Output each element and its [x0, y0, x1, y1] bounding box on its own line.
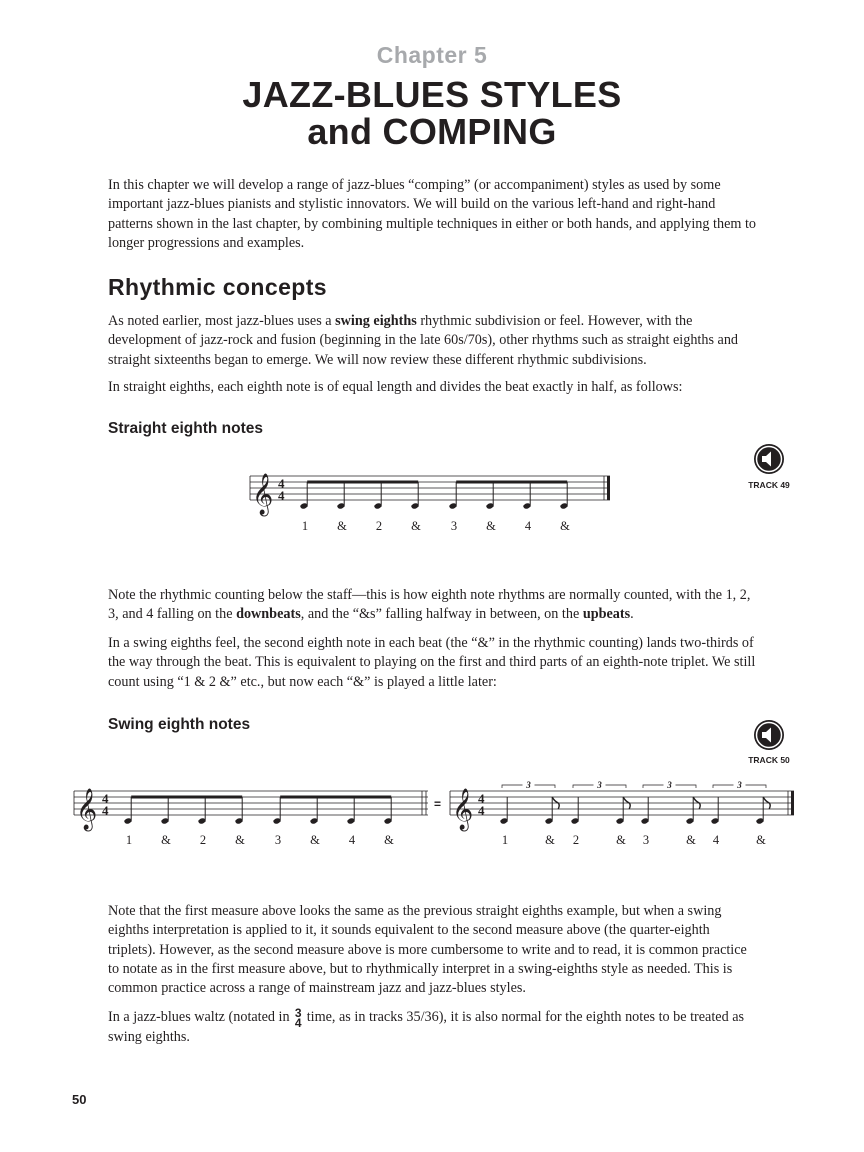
paragraph-swing-feel: In a swing eighths feel, the second eighth note in each beat (the “&” in the rhythmic counting) lands two-thirds of the way through the beat. This is equivalent to playing on the first and third parts of an eighth-note triplet. We still count using “1 & 2 &” etc., but now each “&” is played a little later: [108, 635, 756, 690]
beam [307, 481, 418, 484]
eighth-notes-group [124, 796, 393, 825]
title-line-1: JAZZ-BLUES STYLES [242, 74, 622, 115]
inline-ts-top: 3 [294, 1006, 302, 1020]
time-sig-bottom: 4 [278, 488, 285, 503]
p3-text-c: , and the “&s” falling halfway in between, on the [300, 606, 583, 623]
track-50-label: TRACK 50 [748, 755, 790, 765]
count-label: & [161, 833, 171, 847]
count-label: 3 [642, 833, 650, 847]
p6-text-a: In a jazz-blues waltz (notated in [108, 1009, 294, 1025]
count-label: 3 [274, 833, 282, 847]
count-label: 1 [301, 519, 309, 533]
title-line-2: and COMPING [307, 111, 557, 152]
count-label: 2 [199, 833, 207, 847]
count-label: 1 [125, 833, 133, 847]
counting-row [502, 833, 766, 847]
beam [280, 796, 391, 799]
beam [131, 796, 242, 799]
time-sig-bottom: 4 [478, 803, 485, 818]
count-label: & [756, 833, 766, 847]
treble-clef: 𝄞 [76, 789, 98, 830]
p1-bold-swing-eighths: swing eighths [335, 313, 417, 329]
staff-swing-eighths [64, 781, 804, 853]
count-label: & [235, 833, 245, 847]
speaker-icon[interactable] [753, 719, 785, 751]
count-label: & [411, 519, 421, 533]
count-label: 1 [501, 833, 509, 847]
count-label: & [486, 519, 496, 533]
p3-text-a: Note the rhythmic counting below the staff—this is how eighth note rhythms are normally counted, with the 1, 2, 3, and 4 falling on the [108, 587, 751, 623]
time-sig-top: 4 [478, 791, 485, 806]
eighth-notes-group [300, 481, 569, 510]
page-title [0, 76, 864, 150]
page-number: 50 [72, 1092, 87, 1107]
paragraph-notation-practice: Note that the first measure above looks the same as the previous straight eighths example, but when a swing eighths interpretation is applied to it, it sounds equivalent to the second measure above (the quarter-eighth triplets). However, as the second measure above is more cumbersome to write and to read, it is common practice to notate as in the first measure above, but to rhythmically interpret in a swing-eighths style as needed. This is common practice across a range of mainstream jazz and jazz-blues styles. [108, 903, 747, 997]
count-label: 2 [375, 519, 383, 533]
paragraph-straight-intro: In straight eighths, each eighth note is of equal length and divides the beat exactly in half, as follows: [108, 379, 683, 395]
count-label: & [310, 833, 320, 847]
p3-text-d: . [630, 606, 634, 623]
track-49-label: TRACK 49 [748, 480, 790, 490]
p6-text-b: time, as in tracks 35/36), it is also normal for the eighth notes to be treated as swing eighths. [108, 1009, 745, 1045]
count-label: & [616, 833, 626, 847]
paragraph-counting [108, 586, 758, 625]
counting-row [126, 833, 394, 847]
time-sig-bottom: 4 [102, 803, 109, 818]
p3-bold-upbeats: upbeats [582, 606, 631, 623]
triplet-number: 3 [667, 781, 672, 790]
treble-clef: 𝄞 [452, 789, 474, 830]
counting-row [302, 519, 570, 533]
time-sig-top: 4 [278, 476, 285, 491]
paragraph-waltz [108, 1008, 758, 1047]
triplet-number: 3 [597, 781, 602, 790]
speaker-icon[interactable] [753, 443, 785, 475]
count-label: 4 [524, 519, 532, 533]
count-label: & [545, 833, 555, 847]
inline-ts-bottom: 4 [294, 1016, 302, 1030]
count-label: & [686, 833, 696, 847]
example2-heading: Swing eighth notes [108, 716, 251, 733]
paragraph-swing-intro [108, 312, 758, 370]
section-heading: Rhythmic concepts [108, 274, 327, 300]
equals-sign: = [434, 797, 442, 811]
p1-text-b: rhythmic subdivision or feel. However, with the development of jazz-rock and fusion (beginning in the late 60s/70s), other rhythms such as straight eighths and straight sixteenths began to emerge. We will now review these different rhythmic subdivisions. [108, 313, 739, 368]
count-label: & [384, 833, 394, 847]
p1-text-a: As noted earlier, most jazz-blues uses a [108, 313, 336, 329]
time-sig-top: 4 [102, 791, 109, 806]
count-label: 2 [572, 833, 580, 847]
staff-straight-eighths [240, 466, 620, 538]
count-label: 4 [348, 833, 356, 847]
inline-time-signature [293, 1008, 303, 1028]
count-label: & [560, 519, 570, 533]
count-label: 3 [450, 519, 458, 533]
chapter-label: Chapter 5 [376, 42, 488, 68]
count-label: & [337, 519, 347, 533]
beam [456, 481, 567, 484]
intro-paragraph: In this chapter we will develop a range of jazz-blues “comping” (or accompaniment) styles as used by some important jazz-blues pianists and stylistic innovators. We will build on the various left-hand and right-hand patterns shown in the last chapter, by combining multiple techniques in either or both hands, and applying them to longer progressions and examples. [108, 177, 756, 251]
triplet-number: 3 [737, 781, 742, 790]
treble-clef: 𝄞 [252, 474, 274, 515]
count-label: 4 [712, 833, 720, 847]
p3-bold-downbeats: downbeats [236, 606, 301, 623]
example1-heading: Straight eighth notes [108, 420, 263, 437]
triplet-number: 3 [526, 781, 531, 790]
